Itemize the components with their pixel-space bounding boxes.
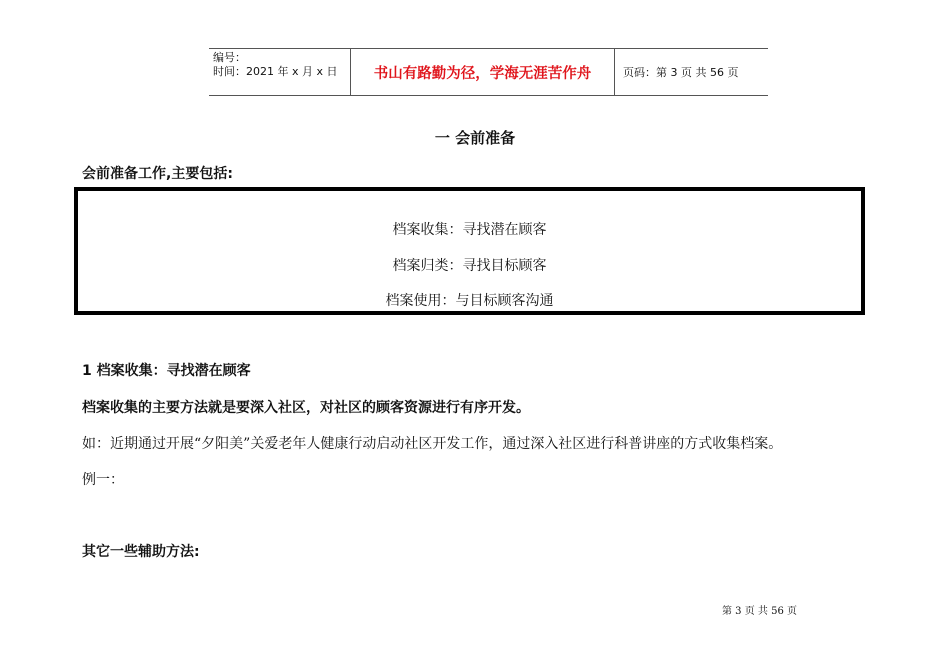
page-footer: 第 3 页 共 56 页 xyxy=(722,606,797,617)
header-page-info: 页码：第 3 页 共 56 页 xyxy=(623,66,739,79)
section-title: 一 会前准备 xyxy=(434,129,516,147)
sub-heading: 1 档案收集：寻找潜在顾客 xyxy=(82,363,251,379)
time-label: 时间：2021 年 x 月 x 日 xyxy=(213,65,338,78)
header-meta xyxy=(209,49,351,95)
box-item-usage: 档案使用：与目标顾客沟通 xyxy=(385,293,554,309)
box-item-collection: 档案收集：寻找潜在顾客 xyxy=(392,222,547,238)
intro-text: 会前准备工作,主要包括: xyxy=(82,166,233,182)
code-label: 编号： xyxy=(213,51,246,64)
box-item-classification: 档案归类：寻找目标顾客 xyxy=(392,258,547,274)
example-label: 例一： xyxy=(82,472,124,488)
other-methods-text: 其它一些辅助方法: xyxy=(82,544,200,560)
summary-box xyxy=(74,187,865,315)
main-method-text: 档案收集的主要方法就是要深入社区，对社区的顾客资源进行有序开发。 xyxy=(82,400,530,416)
page-header xyxy=(209,48,768,96)
example-text: 如：近期通过开展“夕阳美”关爱老年人健康行动启动社区开发工作，通过深入社区进行科普讲座的方式收集档案。 xyxy=(82,436,783,452)
header-motto: 书山有路勤为径，学海无涯苦作舟 xyxy=(351,49,615,95)
